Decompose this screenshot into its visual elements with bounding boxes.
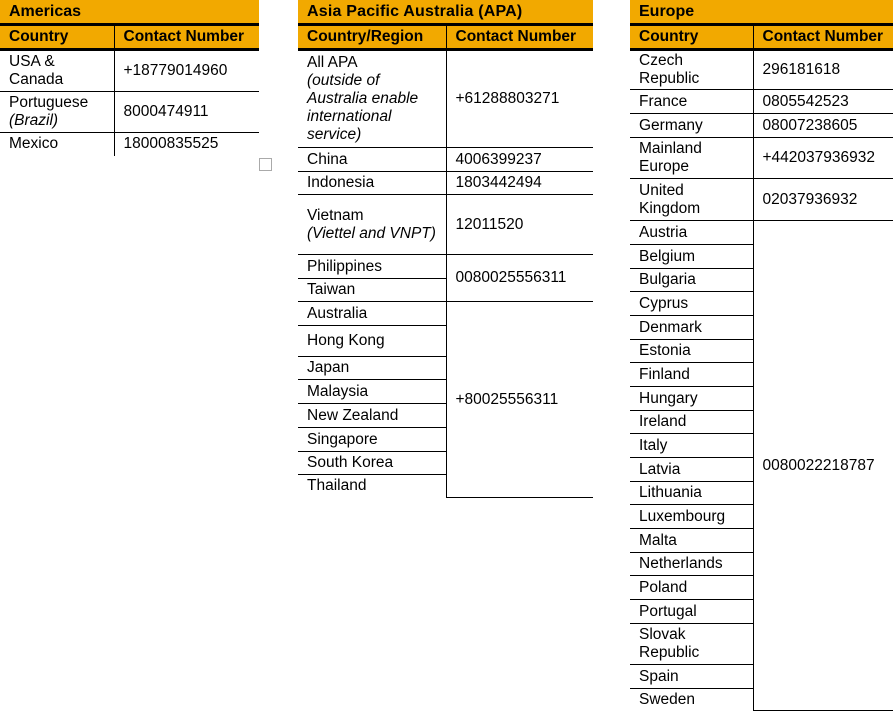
country-cell: Italy — [630, 434, 753, 458]
europe-title: Europe — [630, 0, 893, 26]
country-cell: South Korea — [298, 452, 446, 475]
country-name: USA & Canada — [9, 53, 64, 88]
country-cell: Denmark — [630, 316, 753, 340]
table-row — [298, 172, 593, 195]
country-cell: Thailand — [307, 477, 367, 495]
table-row — [630, 138, 893, 179]
contact-number: +61288803271 — [446, 50, 593, 148]
table-row — [0, 50, 259, 92]
table-row — [0, 92, 259, 133]
table-header-row — [630, 26, 893, 50]
column-header-contact: Contact Number — [114, 26, 259, 50]
country-cell: Mainland Europe — [630, 138, 753, 179]
country-cell — [298, 50, 446, 148]
column-header-contact: Contact Number — [446, 26, 593, 50]
column-header-country: Country — [630, 26, 753, 50]
contact-number: +80025556311 — [446, 302, 593, 498]
table-row — [0, 133, 259, 156]
country-note: (Viettel and VNPT) — [307, 224, 436, 242]
table-row — [298, 195, 593, 255]
table-row — [298, 255, 593, 279]
country-note: (outside of Australia enable international service) — [307, 72, 419, 143]
country-cell: Sweden — [639, 690, 696, 708]
country-name: All APA — [307, 54, 358, 71]
table-header-row — [0, 26, 259, 50]
country-cell: Bulgaria — [630, 269, 753, 292]
country-cell: Netherlands — [630, 553, 753, 576]
country-cell: Cyprus — [630, 292, 753, 316]
country-name: Portuguese — [9, 94, 89, 111]
column-header-contact: Contact Number — [753, 26, 893, 50]
contact-number: 0805542523 — [753, 90, 893, 114]
table-row — [630, 50, 893, 90]
country-cell: Austria — [630, 221, 753, 245]
contact-number: 296181618 — [753, 50, 893, 90]
country-cell: Hungary — [630, 387, 753, 411]
country-cell: Japan — [298, 357, 446, 380]
country-cell: Taiwan — [298, 279, 446, 302]
table-row — [298, 148, 593, 172]
country-cell: Estonia — [630, 340, 753, 363]
table-row — [298, 50, 593, 148]
europe-table — [630, 26, 893, 711]
country-cell: Hong Kong — [298, 326, 446, 357]
country-cell: United Kingdom — [630, 179, 753, 221]
contact-number: 12011520 — [446, 195, 593, 255]
contact-number: 08007238605 — [753, 114, 893, 138]
country-cell — [298, 195, 446, 255]
country-cell: Spain — [630, 665, 753, 689]
contact-number: +18779014960 — [114, 50, 259, 92]
country-note: (Brazil) — [9, 112, 59, 129]
country-cell: Indonesia — [298, 172, 446, 195]
column-header-country: Country — [0, 26, 114, 50]
country-cell: Singapore — [298, 428, 446, 452]
country-cell: Germany — [630, 114, 753, 138]
apa-section — [298, 0, 593, 498]
apa-title: Asia Pacific Australia (APA) — [298, 0, 593, 26]
contact-number: 0080025556311 — [446, 255, 593, 302]
country-cell — [0, 92, 114, 133]
americas-title: Americas — [0, 0, 259, 26]
table-row — [630, 90, 893, 114]
country-cell: Belgium — [630, 245, 753, 269]
americas-section — [0, 0, 259, 156]
table-row — [630, 179, 893, 221]
country-cell — [0, 133, 114, 156]
apa-table — [298, 26, 593, 498]
table-row — [630, 114, 893, 138]
country-cell: Poland — [630, 576, 753, 600]
table-header-row — [298, 26, 593, 50]
country-cell: Ireland — [630, 411, 753, 434]
contact-number: 1803442494 — [446, 172, 593, 195]
column-header-country: Country/Region — [298, 26, 446, 50]
contact-number: +442037936932 — [753, 138, 893, 179]
country-cell: China — [298, 148, 446, 172]
country-cell: Luxembourg — [630, 505, 753, 529]
contact-number: 0080022218787 — [753, 221, 893, 711]
country-cell: Philippines — [298, 255, 446, 279]
country-cell — [0, 50, 114, 92]
country-cell: Portugal — [630, 600, 753, 624]
country-cell: Latvia — [630, 458, 753, 482]
country-cell: Czech Republic — [630, 50, 753, 90]
country-cell: Malta — [630, 529, 753, 553]
country-cell: Malaysia — [298, 380, 446, 404]
country-cell: New Zealand — [298, 404, 446, 428]
contact-number: 8000474911 — [114, 92, 259, 133]
country-cell: Slovak Republic — [630, 624, 753, 665]
contact-number: 4006399237 — [446, 148, 593, 172]
americas-table — [0, 26, 259, 156]
table-row — [630, 221, 893, 245]
contact-number: 02037936932 — [753, 179, 893, 221]
table-row — [298, 302, 593, 326]
stray-checkbox-glyph — [259, 158, 272, 171]
country-cell: Finland — [630, 363, 753, 387]
contact-number: 18000835525 — [114, 133, 259, 156]
country-name: Mexico — [9, 135, 59, 153]
country-cell: Lithuania — [630, 482, 753, 505]
europe-section — [630, 0, 893, 711]
country-cell: Australia — [298, 302, 446, 326]
country-name: Vietnam — [307, 206, 364, 224]
country-cell: France — [630, 90, 753, 114]
